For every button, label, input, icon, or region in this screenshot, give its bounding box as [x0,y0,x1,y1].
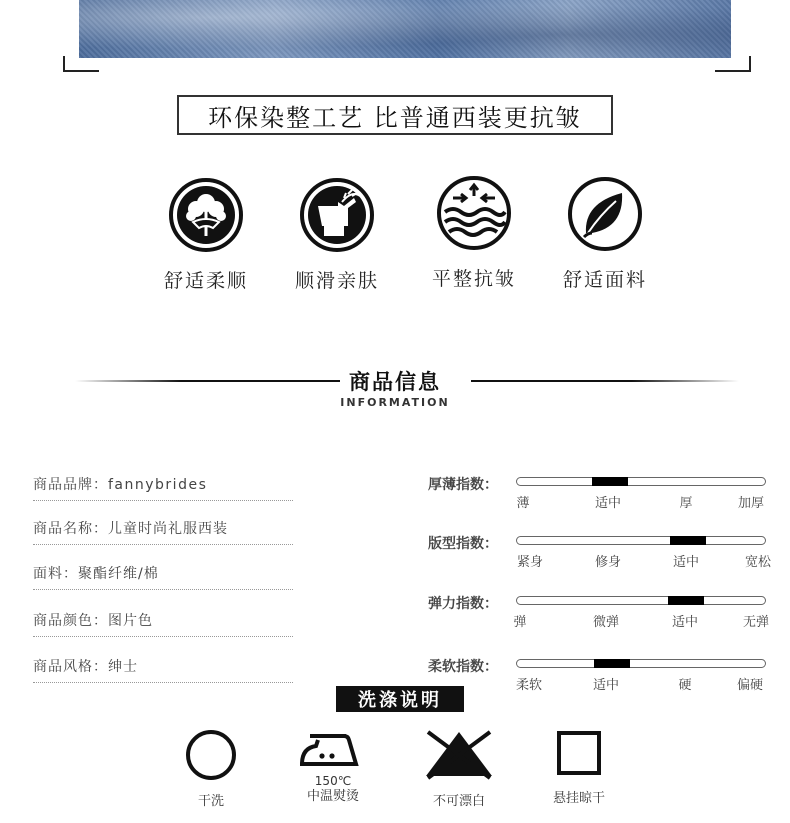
cotton-icon [167,176,245,254]
hang-dry-icon [534,727,624,777]
care-item-iron [288,726,378,805]
iron-icon [288,726,378,770]
care-label: 悬挂晾干 [552,791,605,806]
feature-label: 顺滑亲肤 [294,270,379,292]
info-label: 商品颜色： [33,613,108,629]
section-title: 商品信息 [349,370,441,394]
index-tick: 紧身 [516,555,543,570]
divider-left [75,380,340,382]
slogan-banner: 环保染整工艺 比普通西装更抗皱 [177,95,613,135]
info-row-brand [33,474,293,501]
index-label-softness: 柔软指数： [428,659,498,675]
corner-bracket-right [715,56,751,72]
feature-smooth [277,176,397,293]
index-tick: 无弹 [742,615,769,630]
index-track-softness [516,659,766,668]
no-bleach-icon [414,728,504,780]
index-marker [592,477,628,486]
feature-label: 舒适柔顺 [163,270,248,292]
info-row-color [33,610,293,637]
index-label-elasticity: 弹力指数： [428,596,498,612]
info-value: 聚酯纤维/棉 [78,566,159,582]
index-track-fit [516,536,766,545]
divider-right [471,380,739,382]
care-item-dry-clean [166,726,256,809]
index-label-thickness: 厚薄指数： [428,477,498,493]
index-marker [668,596,704,605]
index-tick: 弹 [513,615,527,630]
info-row-style [33,656,293,683]
care-label: 干洗 [197,794,224,809]
feature-label: 平整抗皱 [431,268,516,290]
index-label-fit: 版型指数： [428,536,498,552]
info-label: 面料： [33,566,78,582]
index-tick: 柔软 [515,678,542,693]
info-value: fannybrides [108,477,208,493]
care-label: 不可漂白 [432,794,485,809]
info-row-name [33,518,293,545]
feature-label: 舒适面料 [562,269,647,291]
index-tick: 修身 [594,555,621,570]
info-label: 商品风格： [33,659,108,675]
info-value: 儿童时尚礼服西装 [108,521,228,537]
index-track-thickness [516,477,766,486]
care-item-hang-dry [534,727,624,806]
feature-wrinkle-free [414,174,534,291]
index-marker [670,536,706,545]
corner-bracket-left [63,56,99,72]
index-tick: 宽松 [744,555,771,570]
info-value: 绅士 [108,659,138,675]
info-row-fabric [33,563,293,590]
index-tick: 偏硬 [736,678,763,693]
wave-arrows-icon [435,174,513,252]
feature-soft [146,176,266,293]
iron-temperature: 150℃ [314,774,352,788]
info-label: 商品名称： [33,521,108,537]
index-track-elasticity [516,596,766,605]
info-label: 商品品牌： [33,477,108,493]
care-label: 中温熨烫 [306,789,359,804]
index-tick: 厚 [679,496,693,511]
care-title: 洗涤说明 [336,686,464,712]
index-marker [594,659,630,668]
hand-leaf-icon [298,176,376,254]
index-tick: 微弹 [592,615,619,630]
index-tick: 适中 [594,496,621,511]
index-tick: 硬 [678,678,692,693]
index-tick: 加厚 [737,496,764,511]
index-tick: 适中 [671,615,698,630]
index-tick: 适中 [592,678,619,693]
index-tick: 薄 [516,496,530,511]
index-tick: 适中 [672,555,699,570]
denim-fabric-photo [79,0,731,58]
section-subtitle: INFORMATION [340,396,450,409]
leaf-icon [566,175,644,253]
care-item-no-bleach [414,728,504,809]
feature-fabric [545,175,665,292]
info-value: 图片色 [108,613,153,629]
dry-clean-icon [166,726,256,784]
